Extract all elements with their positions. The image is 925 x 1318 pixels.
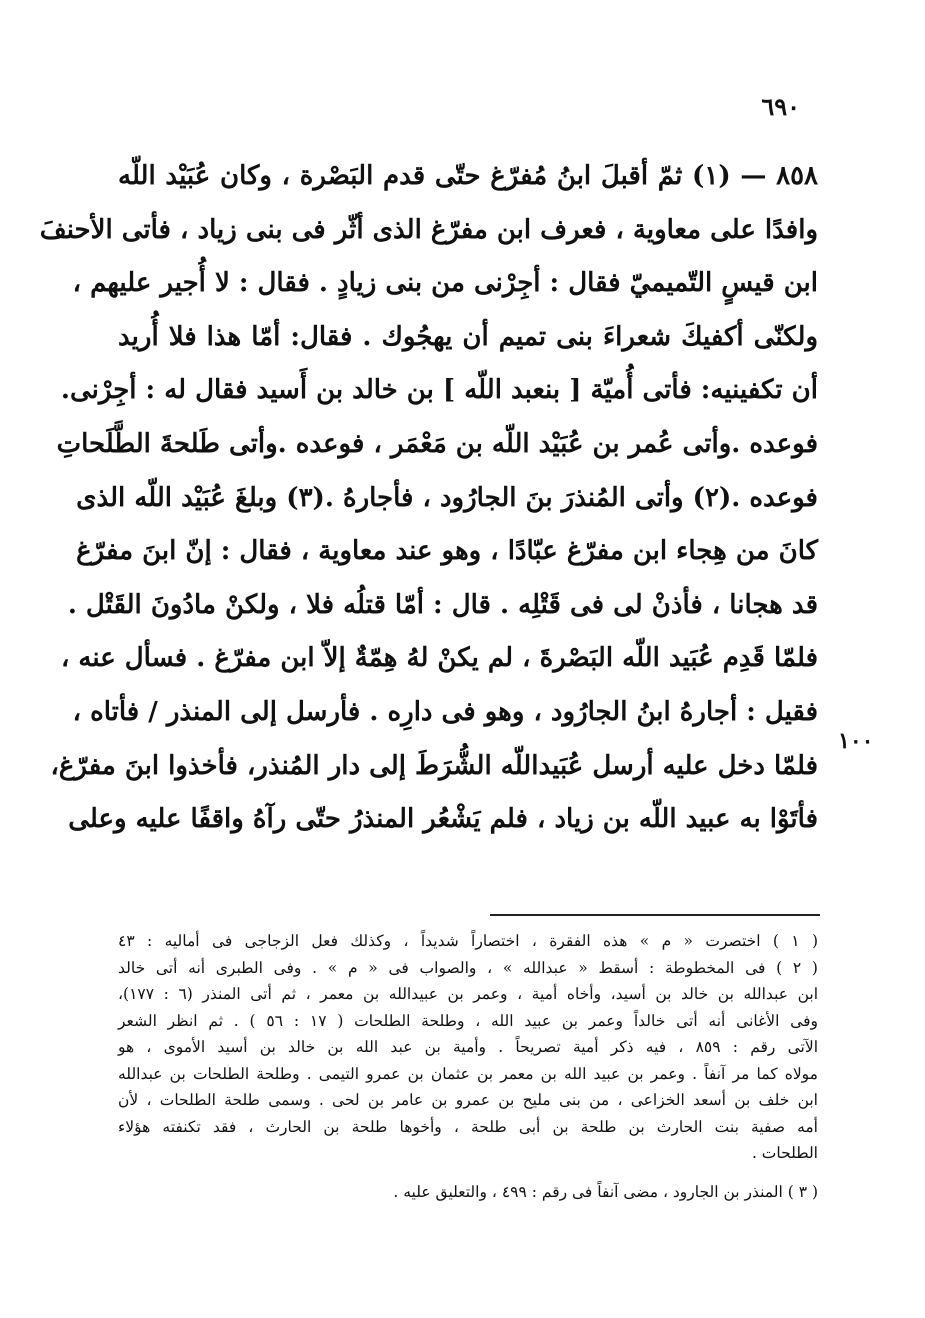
footnote-divider [490, 914, 820, 916]
text-line: وافدًا على معاوية ، فعرف ابن مفرّغ الذى أثّر فى بنى زياد ، فأتى الأحنفَ [39, 214, 818, 245]
main-text [39, 150, 819, 847]
footnote-line: ( ١ ) اختصرت « م » هذه الفقرة ، اختصاراً شديداً ، وكذلك فعل الزجاجى فى أماليه : ٤٣ [118, 932, 818, 950]
text-line: فوعده .(٢) وأتى المُنذرَ بنَ الجارُود ، فأجارهُ .(٣) وبلغَ عُبَيْد اللّه الذى [76, 482, 818, 513]
text-line: ابن قيسٍ التّميميّ فقال : أجِرْنى من بنى زيادٍ . فقال : لا أُجير عليهم ، [72, 268, 818, 299]
footnote-line: ( ٣ ) المنذر بن الجارود ، مضى آنفاً فى رقم : ٤٩٩ ، والتعليق عليه . [393, 1182, 818, 1201]
text-line: فأتَوْا به عبيد اللّه بن زياد ، فلم يَشْعُر المنذرُ حتّى رآهُ واقفًا عليه وعلى [68, 804, 818, 835]
text-line: ولكنّى أكفيكَ شعراءَ بنى تميم أن يهجُوك . فقال: أمّا هذا فلا أُريد [118, 321, 818, 352]
footnote-line: الطلحات . [751, 1144, 818, 1162]
footnote-line: الآتى رقم : ٨٥٩ ، فيه ذكر أمية تصريحاً . وأمية بن عبد الله بن خالد بن أسيد الأموى ، هو [118, 1038, 819, 1056]
footnotes [118, 928, 818, 1205]
footnote-line: مولاه كما مر آنفاً . وعمر بن عبيد الله بن معمر بن عثمان بن عمرو التيمى . وطلحة الطلحات بن عبدالله [118, 1064, 818, 1083]
text-line: أن تكفينيه: فأتى أُميّة [ بنعبد اللّه ] بن خالد بن أَسيد فقال له : أجِرْنى. [60, 375, 818, 406]
text-line: ٨٥٨ — (١) ثمّ أقبلَ ابنُ مُفرّغ حتّى قدم البَصْرة ، وكان عُبَيْد اللّه [118, 161, 819, 191]
text-line: كانَ من هِجاء ابن مفرّغ عبّادًا ، وهو عند معاوية ، فقال : إنّ ابنَ مفرّغ [76, 536, 818, 567]
footnote-line: ابن خلف بن أسعد الخزاعى ، من بنى مليح بن عمرو بن عامر بن لحى . وسمى طلحة الطلحات ، لأن [118, 1091, 818, 1109]
text-line: فقيل : أجارهُ ابنُ الجارُود ، وهو فى دارِه . فأرسل إلى المنذر / فأتاه ، [72, 696, 818, 727]
text-line: فوعده .وأتى عُمر بن عُبَيْد اللّه بن مَعْمَر ، فوعده .وأتى طَلحةَ الطَّلَحاتِ [56, 428, 818, 459]
footnote-line: ابن عبدالله بن خالد بن أسيد، وأخاه أمية ، وعمر بن عبيدالله بن معمر ، ثم أتى المنذر (٦ : ١٧٧)، [118, 985, 818, 1003]
margin-number: ١٠٠ [838, 728, 874, 754]
text-line: فلمّا قَدِم عُبَيد اللّه البَصْرةَ ، لم يكنْ لهُ هِمّةٌ إلاّ ابن مفرّغ . فسأل عنه ، [60, 643, 818, 674]
footnote-line: أمه صفية بنت الحارث بن طلحة بن أبى طلحة ، وأخوها طلحة بن الحارث ، فقد تكنفته هؤلاء [118, 1117, 818, 1136]
footnote-line: وفى الأغانى أنه أتى خالداً وعمر بن عبيد الله ، وطلحة الطلحات ( ١٧ : ٥٦ ) . ثم انظر الشعر [118, 1011, 818, 1030]
footnote-line: ( ٢ ) فى المخطوطة : أسقط « عبدالله » ، والصواب فى « م » . وفى الطبرى أنه أتى خالد [118, 958, 818, 977]
text-line: قد هجانا ، فأذنْ لى فى قَتْلِه . قال : أمّا قتلُه فلا ، ولكنْ مادُونَ القَتْل . [67, 589, 818, 620]
text-line: فلمّا دخل عليه أرسل عُبَيداللّه الشُّرَطَ إلى دار المُنذر، فأخذوا ابنَ مفرّغ، [50, 750, 818, 781]
page-number: ٦٩٠ [761, 92, 800, 121]
